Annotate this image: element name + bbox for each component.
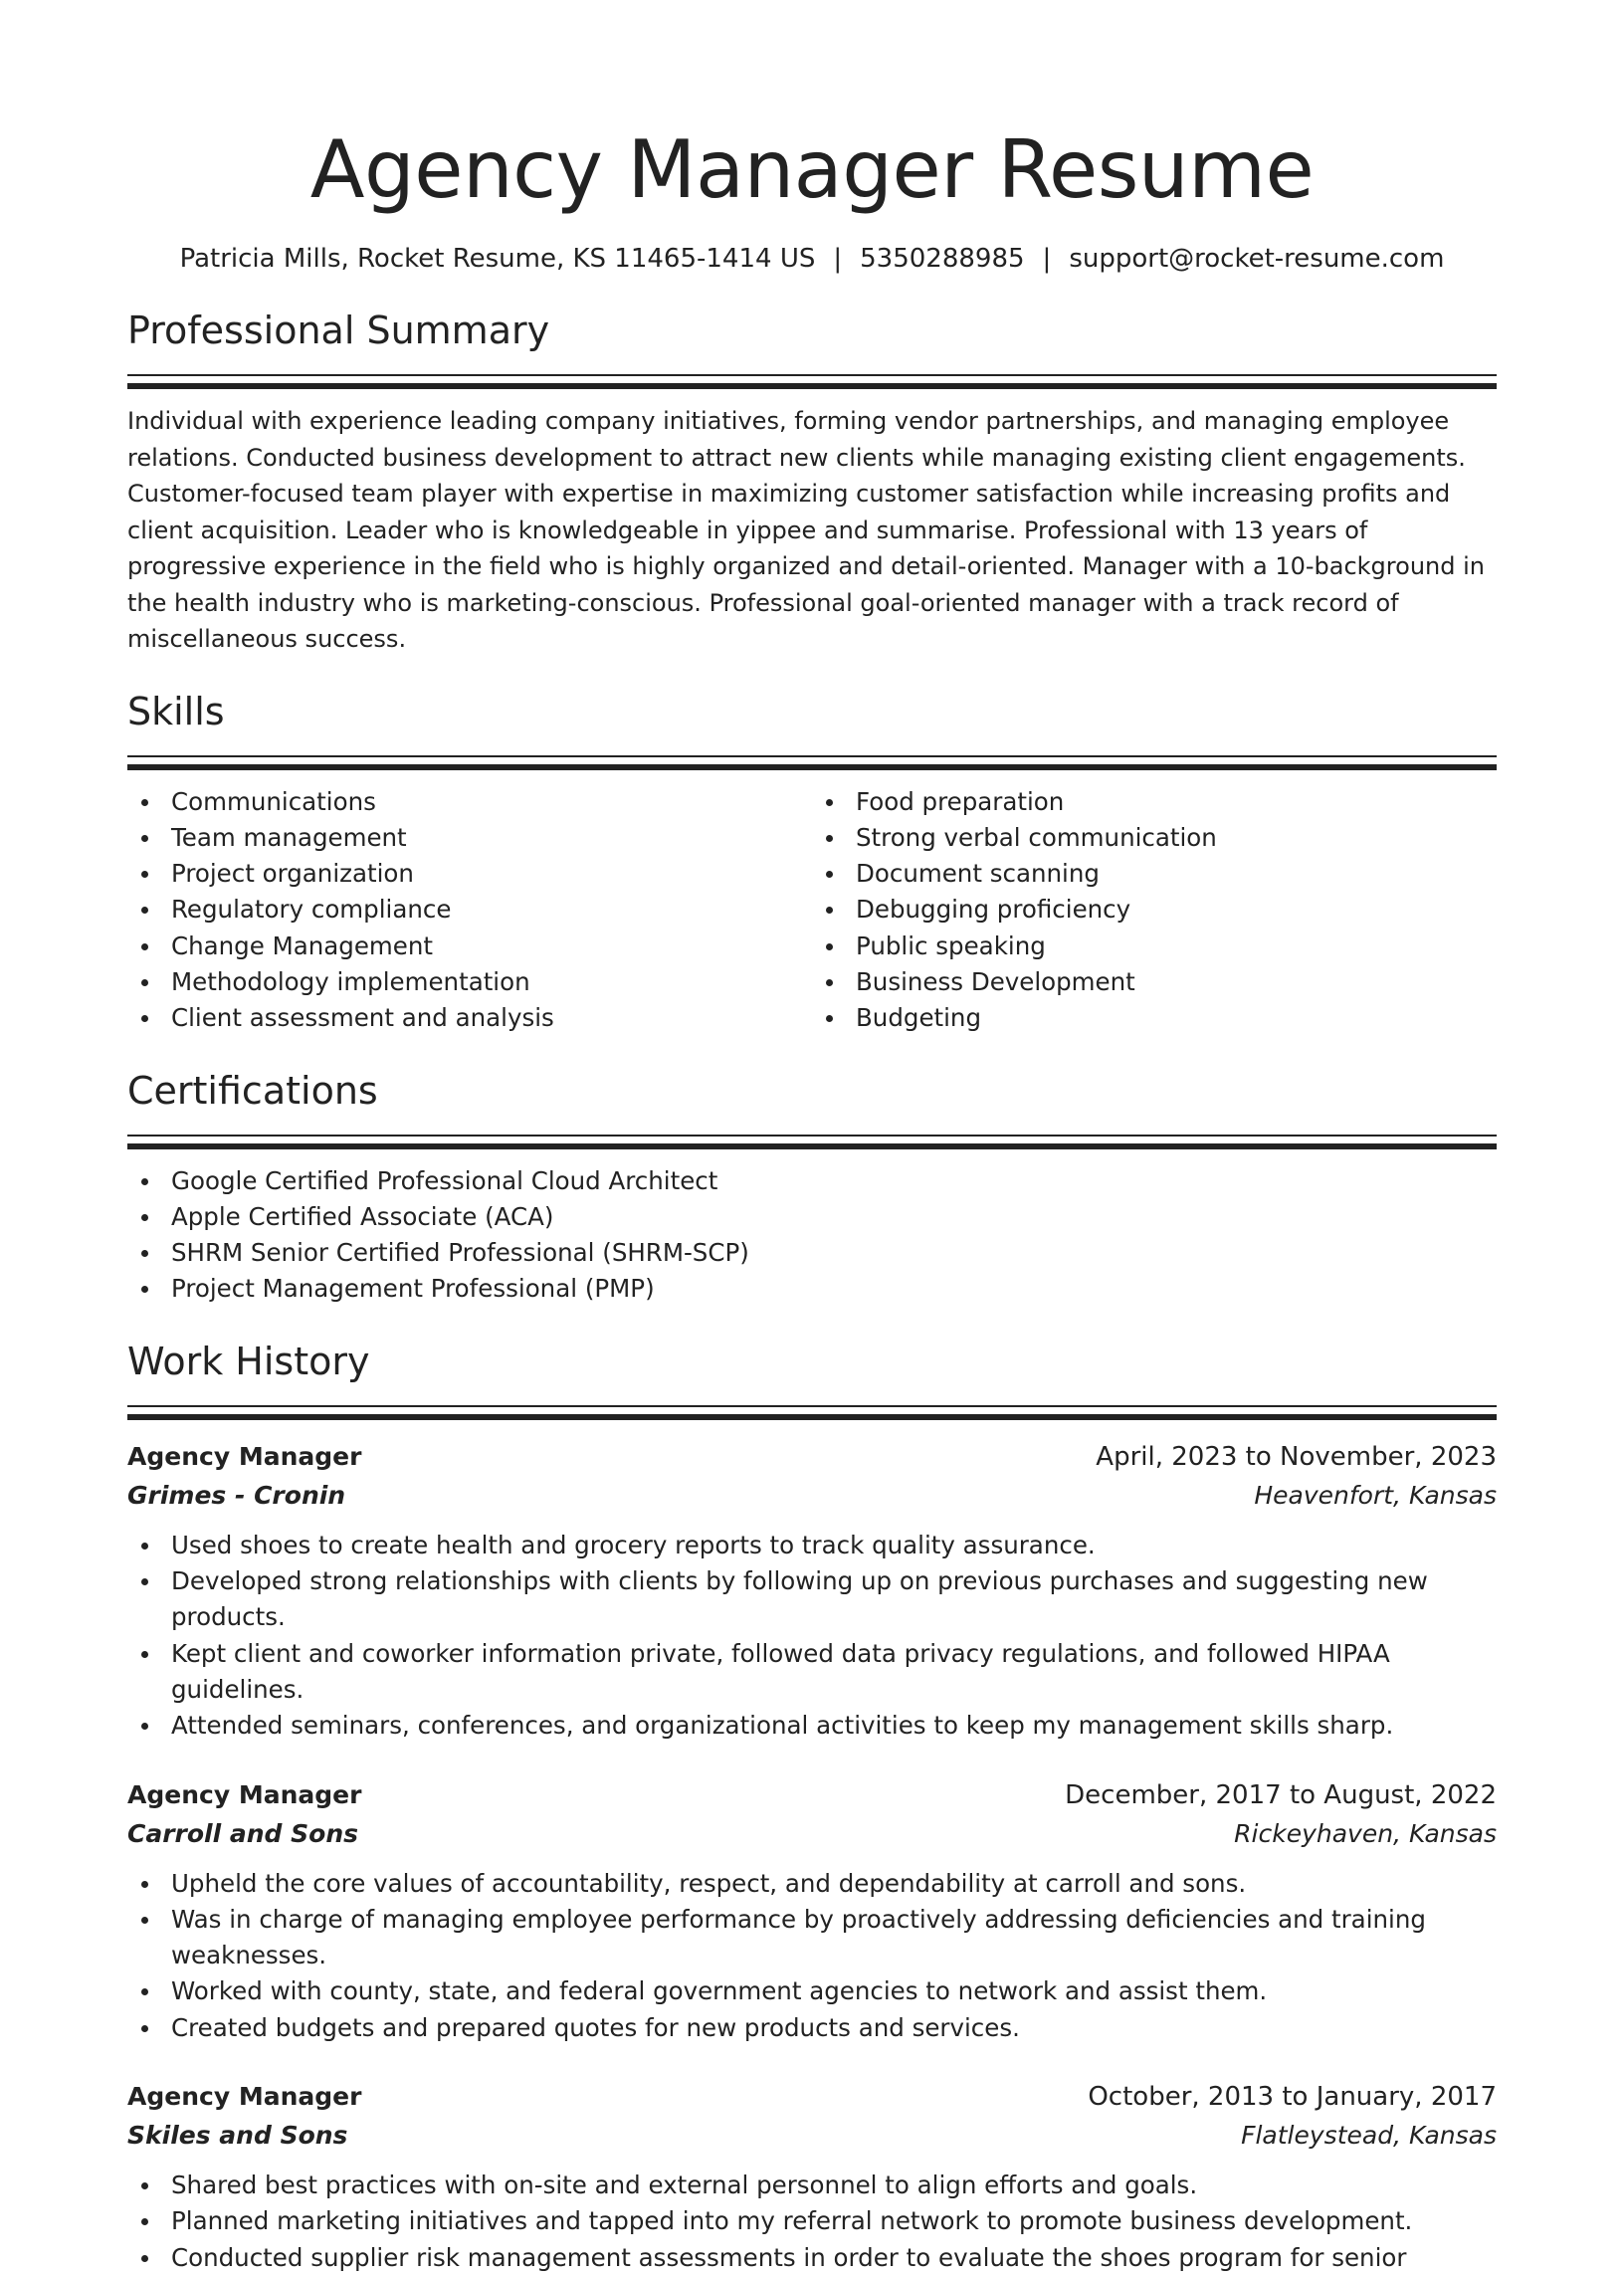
section-divider — [127, 1405, 1497, 1420]
job-title: Agency Manager — [127, 1779, 362, 1809]
skill-item: Project organization — [171, 856, 812, 892]
skills-list-left — [127, 784, 812, 1037]
summary-heading: Professional Summary — [127, 309, 550, 352]
job-entry — [127, 1776, 1497, 2046]
job-duty: Worked with county, state, and federal government agencies to network and assist them. — [171, 1973, 1497, 2009]
job-duties-list — [127, 1528, 1497, 1745]
job-duty: Kept client and coworker information private, followed data privacy regulations, and followed HIPAA guidelines. — [171, 1636, 1497, 1709]
skill-item: Food preparation — [856, 784, 1497, 820]
contact-email: support@rocket-resume.com — [1069, 244, 1445, 274]
job-duty: Created budgets and prepared quotes for new products and services. — [171, 2010, 1497, 2046]
skill-item: Public speaking — [856, 929, 1497, 964]
contact-phone: 5350288985 — [860, 244, 1025, 274]
job-duty: Used shoes to create health and grocery reports to track quality assurance. — [171, 1528, 1497, 1563]
job-title: Agency Manager — [127, 2082, 362, 2112]
skill-item: Client assessment and analysis — [171, 1000, 812, 1036]
certifications-section — [127, 1067, 1497, 1308]
section-divider — [127, 755, 1497, 770]
skill-item: Regulatory compliance — [171, 892, 812, 928]
job-location: Heavenfort, Kansas — [1254, 1480, 1497, 1510]
job-company: Grimes - Cronin — [127, 1480, 346, 1510]
skill-item: Business Development — [856, 964, 1497, 1000]
job-dates: October, 2013 to January, 2017 — [1088, 2082, 1497, 2113]
job-location: Rickeyhaven, Kansas — [1234, 1818, 1497, 1848]
job-dates: December, 2017 to August, 2022 — [1065, 1779, 1497, 1810]
job-duty: Upheld the core values of accountability, respect, and dependability at carroll and sons. — [171, 1866, 1497, 1902]
certification-item: Apple Certified Associate (ACA) — [171, 1199, 1497, 1235]
certification-item: SHRM Senior Certified Professional (SHRM-SCP) — [171, 1235, 1497, 1271]
contact-line — [127, 241, 1497, 277]
skill-item: Budgeting — [856, 1000, 1497, 1036]
job-entry — [127, 2078, 1497, 2276]
skill-item: Communications — [171, 784, 812, 820]
summary-text: Individual with experience leading company initiatives, forming vendor partnerships, and managing employee relations. Conducted business development to attract new clients while managing existing client engagements. Customer-focused team player with expertise in maximizing customer satisfaction while increasing profits and client acquisition. Leader who is knowledgeable in yippee and summarise. Professional with 13 years of progressive experience in the field who is highly organized and detail-oriented. Manager with a 10-background in the health industry who is marketing-conscious. Professional goal-oriented manager with a track record of miscellaneous success. — [127, 407, 1485, 653]
job-dates: April, 2023 to November, 2023 — [1096, 1441, 1497, 1472]
skills-heading: Skills — [127, 689, 225, 733]
summary-section — [127, 307, 1497, 658]
job-duty: Was in charge of managing employee performance by proactively addressing deficiencies and training weaknesses. — [171, 1902, 1497, 1974]
job-company: Carroll and Sons — [127, 1818, 359, 1848]
skills-section — [127, 688, 1497, 1037]
job-title: Agency Manager — [127, 1441, 362, 1471]
skill-item: Methodology implementation — [171, 964, 812, 1000]
job-duties-list — [127, 1866, 1497, 2046]
section-divider — [127, 374, 1497, 389]
job-duty: Attended seminars, conferences, and organizational activities to keep my management skills sharp. — [171, 1708, 1497, 1744]
skill-item: Debugging proficiency — [856, 892, 1497, 928]
certification-item: Project Management Professional (PMP) — [171, 1271, 1497, 1307]
job-location: Flatleystead, Kansas — [1241, 2121, 1497, 2151]
resume-title: Agency Manager Resume — [309, 123, 1315, 216]
skill-item: Team management — [171, 820, 812, 856]
job-duty: Planned marketing initiatives and tapped into my referral network to promote business development. — [171, 2203, 1497, 2239]
job-entry — [127, 1438, 1497, 1745]
work-history-heading: Work History — [127, 1339, 370, 1383]
skills-columns — [127, 770, 1497, 1037]
certifications-list — [127, 1163, 1497, 1308]
work-history-section — [127, 1338, 1497, 2276]
certifications-heading: Certifications — [127, 1068, 378, 1113]
skill-item: Document scanning — [856, 856, 1497, 892]
contact-separator: | — [1042, 244, 1052, 274]
certification-item: Google Certified Professional Cloud Architect — [171, 1163, 1497, 1199]
job-duty: Conducted supplier risk management assessments in order to evaluate the shoes program for senior — [171, 2240, 1497, 2276]
contact-address: Patricia Mills, Rocket Resume, KS 11465-1414 US — [179, 244, 816, 274]
resume-page — [127, 0, 1497, 2276]
skill-item: Strong verbal communication — [856, 820, 1497, 856]
job-duties-list — [127, 2168, 1497, 2276]
contact-separator: | — [833, 244, 843, 274]
section-divider — [127, 1135, 1497, 1149]
job-company: Skiles and Sons — [127, 2121, 348, 2151]
job-duty: Shared best practices with on-site and external personnel to align efforts and goals. — [171, 2168, 1497, 2203]
skills-list-right — [812, 784, 1497, 1037]
skill-item: Change Management — [171, 929, 812, 964]
job-duty: Developed strong relationships with clients by following up on previous purchases and suggesting new products. — [171, 1563, 1497, 1636]
